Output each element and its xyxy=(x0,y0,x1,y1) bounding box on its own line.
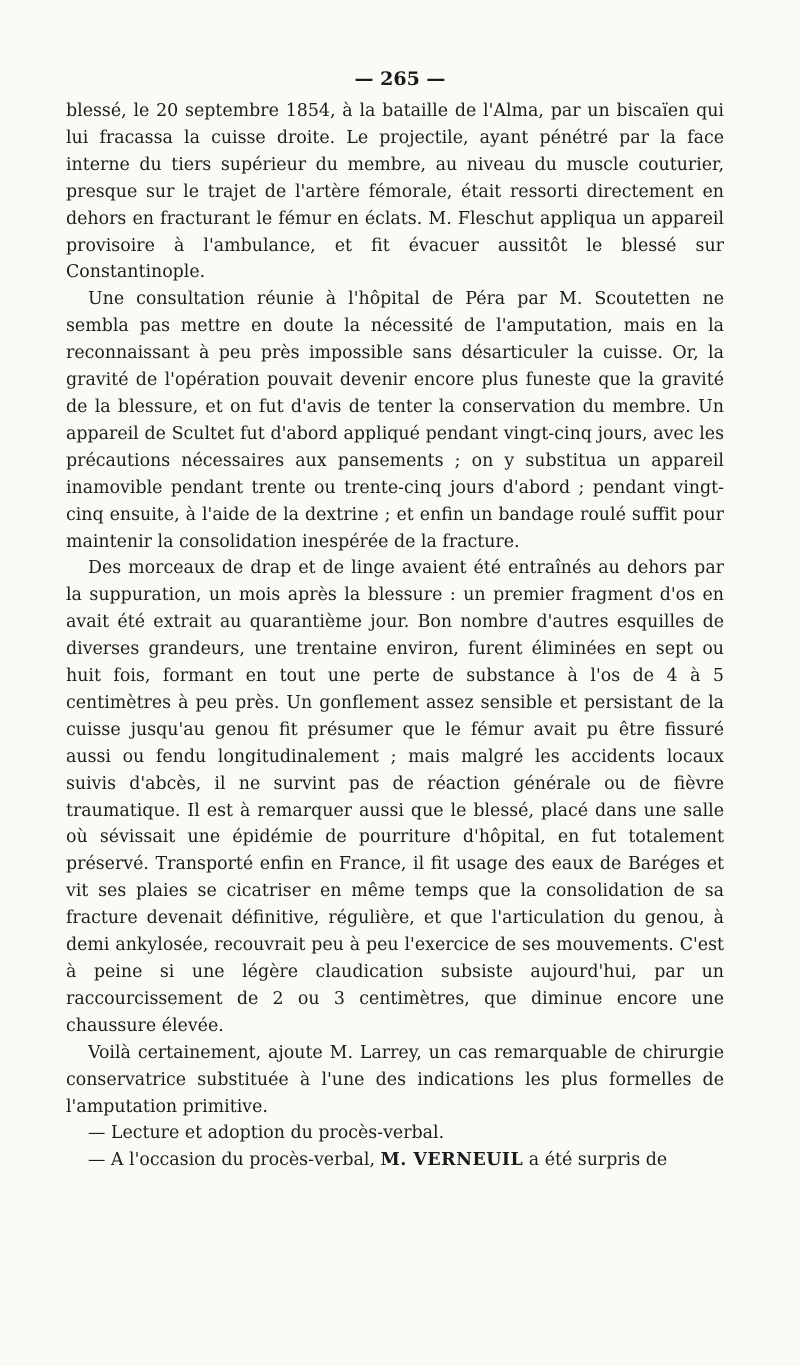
page-number: — 265 — xyxy=(354,68,446,90)
paragraph-6-start: — A l'occasion du procès-verbal, xyxy=(88,1150,381,1171)
paragraph-5: — Lecture et adoption du procès-verbal. xyxy=(88,1123,445,1144)
speaker-name: M. VERNEUIL xyxy=(380,1150,524,1171)
paragraph-6-end: a été surpris de xyxy=(523,1150,668,1171)
body-text xyxy=(66,98,724,1174)
paragraph-1: blessé, le 20 septembre 1854, à la bataille de l'Alma, par un biscaïen qui lui fracassa la cuisse droite. Le projectile, ayant pénétré par la face interne du tiers supérieur du membre, au niveau du muscle couturier, presque sur le trajet de l'artère fémorale, était ressorti directement en dehors en fracturant le fémur en éclats. M. Fleschut appliqua un appareil provisoire à l'ambulance, et fit évacuer aussitôt le blessé sur Constantinople. xyxy=(66,101,724,283)
paragraph-6 xyxy=(66,1147,724,1174)
paragraph-4: Voilà certainement, ajoute M. Larrey, un cas remarquable de chirurgie conservatrice substituée à l'une des indications les plus formelles de l'amputation primitive. xyxy=(66,1042,724,1117)
paragraph-3: Des morceaux de drap et de linge avaient été entraînés au dehors par la suppuration, un mois après la blessure : un premier fragment d'os en avait été extrait au quarantième jour. Bon nombre d'autres esquilles de diverses grandeurs, une trentaine environ, furent éliminées en sept ou huit fois, formant en tout une perte de substance à l'os de 4 à 5 centimètres à peu près. Un gonflement assez sensible et persistant de la cuisse jusqu'au genou fit présumer que le fémur avait pu être fissuré aussi ou fendu longitudinalement ; mais malgré les accidents locaux suivis d'abcès, il ne survint pas de réaction générale ou de fièvre traumatique. Il est à remarquer aussi que le blessé, placé dans une salle où sévissait une épidémie de pourriture d'hôpital, en fut totalement préservé. Transporté enfin en France, il fit usage des eaux de Baréges et vit ses plaies se cicatriser en même temps que la consolidation de sa fracture devenait définitive, régulière, et que l'articulation du genou, à demi ankylosée, recouvrait peu à peu l'exercice de ses mouvements. C'est à peine si une légère claudication subsiste aujourd'hui, par un raccourcissement de 2 ou 3 centimètres, que diminue encore une chaussure élevée. xyxy=(66,558,724,1036)
paragraph-2: Une consultation réunie à l'hôpital de Péra par M. Scoutetten ne sembla pas mettre en doute la nécessité de l'amputation, mais en la reconnaissant à peu près impossible sans désarticuler la cuisse. Or, la gravité de l'opération pouvait devenir encore plus funeste que la gravité de la blessure, et on fut d'avis de tenter la conservation du membre. Un appareil de Scultet fut d'abord appliqué pendant vingt-cinq jours, avec les précautions nécessaires aux pansements ; on y substitua un appareil inamovible pendant trente ou trente-cinq jours d'abord ; pendant vingt-cinq ensuite, à l'aide de la dextrine ; et enfin un bandage roulé suffit pour maintenir la consolidation inespérée de la fracture. xyxy=(66,289,724,552)
